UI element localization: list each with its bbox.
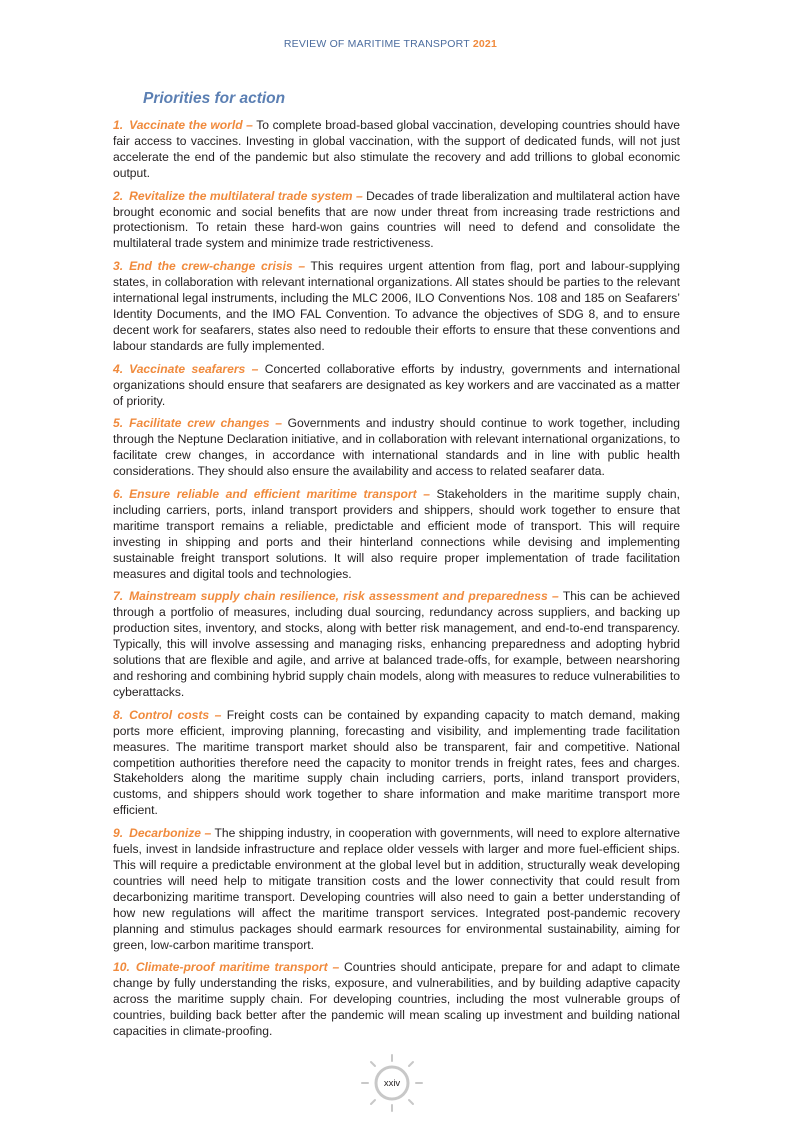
header-text: REVIEW OF MARITIME TRANSPORT bbox=[283, 38, 473, 50]
priority-text: Concerted collaborative efforts by industry, governments and international organizations should ensure that seafarers are designated as key workers and are vaccinated as a matter of priority. bbox=[113, 361, 681, 408]
running-header bbox=[284, 38, 497, 50]
page-number: xxiv bbox=[383, 1078, 401, 1089]
priority-title: Control costs – bbox=[129, 707, 222, 722]
priority-item bbox=[113, 487, 680, 582]
priority-heading bbox=[113, 259, 305, 273]
priority-number: 2. bbox=[113, 188, 124, 203]
priority-number: 6. bbox=[113, 487, 124, 502]
priority-title: Vaccinate the world – bbox=[129, 118, 253, 132]
priority-text: Stakeholders in the maritime supply chain, including carriers, ports, inland transport providers and shippers, should work together to ensure that maritime transport remains a reliable, predictable and efficient mode of transport. This will require investing in shipping and ports and their hinterland connections while devising and implementing sustainable freight transport solutions. It will also require proper implementation of trade facilitation measures and digital tools and technologies. bbox=[113, 487, 680, 581]
priority-text: Governments and industry should continue to work together, including through the Neptune Declaration initiative, and in collaboration with relevant international organizations, to facilitate crew changes, in accordance with international standards and in line with public health considerations. They should also ensure the availability and access to related seafarer data. bbox=[113, 416, 680, 479]
priorities-list bbox=[113, 118, 680, 1047]
priority-text: This requires urgent attention from flag, port and labour-supplying states, in collaboration with relevant international organizations. All states should be parties to the relevant international legal instruments, including the MLC 2006, ILO Conventions Nos. 108 and 185 on Seafarers’ Identity Documents, and the IMO FAL Convention. To advance the objectives of SDG 8, and to ensure decent work for seafarers, states also need to redouble their efforts to ensure that these conventions and labour standards are fully implemented. bbox=[113, 259, 680, 353]
priority-heading bbox=[113, 589, 559, 603]
priority-title: Ensure reliable and efficient maritime transport – bbox=[129, 487, 430, 502]
priority-title: Decarbonize – bbox=[129, 826, 212, 841]
priority-title: End the crew-change crisis – bbox=[129, 259, 306, 274]
priority-text: Freight costs can be contained by expanding capacity to match demand, making ports more efficient, improving planning, forecasting and visibility, and implementing trade facilitation measures. The maritime transport market should also be transparent, fair and competitive. National competition authorities therefore need the capacity to monitor trends in freight rates, fees and charges. Stakeholders along the maritime supply chain including carriers, ports, inland transport providers, customs, and shippers should work together to share information and make maritime transport more efficient. bbox=[113, 707, 681, 818]
priority-title: Vaccinate seafarers – bbox=[129, 361, 259, 376]
priority-number: 7. bbox=[113, 589, 124, 604]
priority-item bbox=[113, 960, 680, 1040]
priority-item bbox=[113, 118, 680, 182]
priority-heading bbox=[113, 487, 430, 501]
header-year: 2021 bbox=[472, 38, 497, 50]
priority-item bbox=[113, 416, 680, 480]
priority-title: Facilitate crew changes – bbox=[129, 416, 282, 431]
page-number-badge bbox=[357, 1052, 427, 1116]
priority-heading bbox=[113, 362, 258, 376]
priority-text: The shipping industry, in cooperation with governments, will need to explore alternative fuels, invest in landside infrastructure and replace older vessels with larger and more fuel-efficient ships. This will require a predictable environment at the global level but in addition, structurally weak developing countries will need help to mitigate transition costs and the lower connectivity that could result from decarbonizing maritime transport. Developing countries will also need to gain a better understanding of how new regulations will affect the maritime transport services. Integrated post-pandemic recovery planning and stimulus packages should earmark resources for environmental sustainability, aiming for green, low-carbon maritime transport. bbox=[113, 826, 680, 952]
priority-heading bbox=[113, 826, 211, 840]
priority-item bbox=[113, 189, 680, 253]
priority-text: Countries should anticipate, prepare for and adapt to climate change by fully understanding the risks, exposure, and vulnerabilities, and by building adaptive capacity across the maritime supply chain. For developing countries, including the most vulnerable groups of countries, building back better after the pandemic will mean scaling up investment and building national capacities in climate-proofing. bbox=[113, 960, 680, 1039]
priority-heading bbox=[113, 708, 221, 722]
priority-item bbox=[113, 708, 680, 819]
section-title: Priorities for action bbox=[143, 90, 286, 107]
priority-heading bbox=[113, 416, 282, 430]
priority-item bbox=[113, 259, 680, 354]
priority-number: 4. bbox=[113, 361, 124, 376]
priority-number: 9. bbox=[113, 826, 124, 841]
priority-title: Climate-proof maritime transport – bbox=[135, 960, 340, 975]
priority-number: 8. bbox=[113, 707, 124, 722]
priority-title: Revitalize the multilateral trade system – bbox=[129, 188, 363, 203]
priority-text: To complete broad-based global vaccination, developing countries should have fair access to vaccines. Investing in global vaccination, with the support of dedicated funds, will not just accelerate the end of the pandemic but also stimulate the recovery and add trillions to global economic output. bbox=[113, 118, 681, 180]
priority-text: Decades of trade liberalization and multilateral action have brought economic and social benefits that are now under threat from increasing trade restrictions and protectionism. To retain these hard-won gains countries will need to defend and consolidate the multilateral trade system and minimize trade restrictiveness. bbox=[113, 188, 680, 251]
priority-number: 3. bbox=[113, 259, 124, 274]
priority-heading bbox=[113, 118, 253, 132]
priority-heading bbox=[113, 189, 363, 203]
priority-number: 10. bbox=[113, 960, 130, 975]
priority-item bbox=[113, 826, 680, 953]
priority-heading bbox=[113, 960, 339, 974]
priority-item bbox=[113, 362, 680, 410]
priority-number: 5. bbox=[113, 416, 124, 431]
priority-item bbox=[113, 589, 680, 700]
priority-title: Mainstream supply chain resilience, risk assessment and preparedness – bbox=[129, 589, 559, 604]
priority-number: 1. bbox=[113, 118, 124, 132]
priority-text: This can be achieved through a portfolio of measures, including dual sourcing, redundancy across suppliers, and backing up production sites, inventory, and stocks, along with better risk management, and end-to-end transparency. Typically, this will involve assessing and managing risks, enhancing preparedness and adopting hybrid solutions that are flexible and agile, and arrive at balanced trade-offs, for example, between nearshoring and reshoring and combining hybrid supply chain models, along with measures to reduce vulnerabilities to cyberattacks. bbox=[113, 589, 680, 699]
